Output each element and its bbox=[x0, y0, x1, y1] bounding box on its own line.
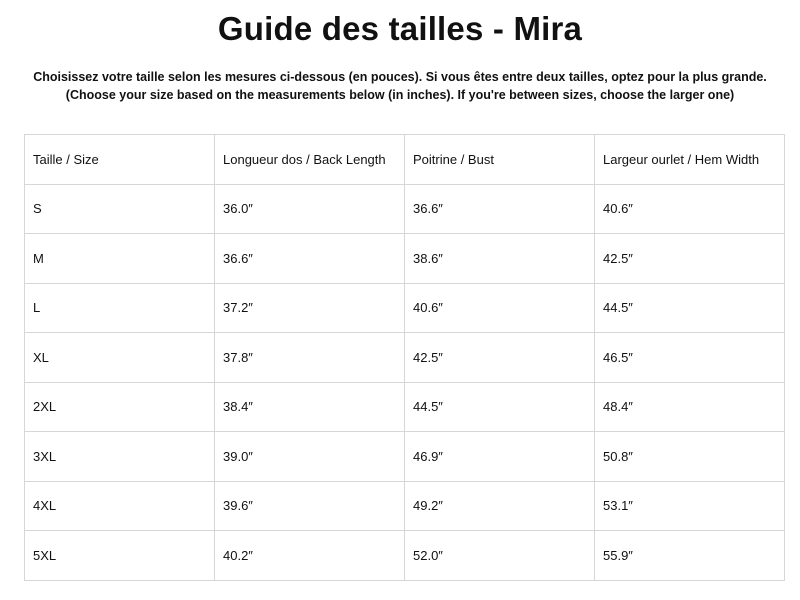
back-length-cell: 36.0″ bbox=[215, 184, 405, 234]
bust-cell: 44.5″ bbox=[405, 382, 595, 432]
instructions-english: (Choose your size based on the measurements below (in inches). If you're between sizes, choose the larger one) bbox=[65, 88, 735, 102]
back-length-cell: 39.0″ bbox=[215, 432, 405, 482]
instructions bbox=[0, 68, 800, 104]
column-header-size: Taille / Size bbox=[25, 135, 215, 185]
size-chart-table bbox=[24, 134, 785, 581]
hem-width-cell: 48.4″ bbox=[595, 382, 785, 432]
table-row bbox=[25, 234, 785, 284]
bust-cell: 46.9″ bbox=[405, 432, 595, 482]
size-cell: 5XL bbox=[25, 531, 215, 581]
bust-cell: 49.2″ bbox=[405, 481, 595, 531]
page-title: Guide des tailles - Mira bbox=[217, 10, 583, 47]
bust-cell: 36.6″ bbox=[405, 184, 595, 234]
instructions-french: Choisissez votre taille selon les mesures ci-dessous (en pouces). Si vous êtes entre deux tailles, optez pour la plus grande. bbox=[33, 70, 767, 84]
table-row bbox=[25, 382, 785, 432]
hem-width-cell: 53.1″ bbox=[595, 481, 785, 531]
back-length-cell: 36.6″ bbox=[215, 234, 405, 284]
table-row bbox=[25, 333, 785, 383]
back-length-cell: 37.2″ bbox=[215, 283, 405, 333]
table-row bbox=[25, 432, 785, 482]
hem-width-cell: 40.6″ bbox=[595, 184, 785, 234]
size-cell: 3XL bbox=[25, 432, 215, 482]
table-body bbox=[25, 184, 785, 580]
column-header-back-length: Longueur dos / Back Length bbox=[215, 135, 405, 185]
column-header-hem-width: Largeur ourlet / Hem Width bbox=[595, 135, 785, 185]
back-length-cell: 37.8″ bbox=[215, 333, 405, 383]
back-length-cell: 38.4″ bbox=[215, 382, 405, 432]
size-cell: 2XL bbox=[25, 382, 215, 432]
size-cell: S bbox=[25, 184, 215, 234]
hem-width-cell: 42.5″ bbox=[595, 234, 785, 284]
table-header-row bbox=[25, 135, 785, 185]
size-cell: M bbox=[25, 234, 215, 284]
table-row bbox=[25, 283, 785, 333]
hem-width-cell: 50.8″ bbox=[595, 432, 785, 482]
back-length-cell: 39.6″ bbox=[215, 481, 405, 531]
size-cell: L bbox=[25, 283, 215, 333]
column-header-bust: Poitrine / Bust bbox=[405, 135, 595, 185]
back-length-cell: 40.2″ bbox=[215, 531, 405, 581]
hem-width-cell: 46.5″ bbox=[595, 333, 785, 383]
table-row bbox=[25, 481, 785, 531]
bust-cell: 38.6″ bbox=[405, 234, 595, 284]
hem-width-cell: 44.5″ bbox=[595, 283, 785, 333]
hem-width-cell: 55.9″ bbox=[595, 531, 785, 581]
size-cell: XL bbox=[25, 333, 215, 383]
bust-cell: 42.5″ bbox=[405, 333, 595, 383]
bust-cell: 52.0″ bbox=[405, 531, 595, 581]
size-cell: 4XL bbox=[25, 481, 215, 531]
table-row bbox=[25, 184, 785, 234]
bust-cell: 40.6″ bbox=[405, 283, 595, 333]
table-row bbox=[25, 531, 785, 581]
